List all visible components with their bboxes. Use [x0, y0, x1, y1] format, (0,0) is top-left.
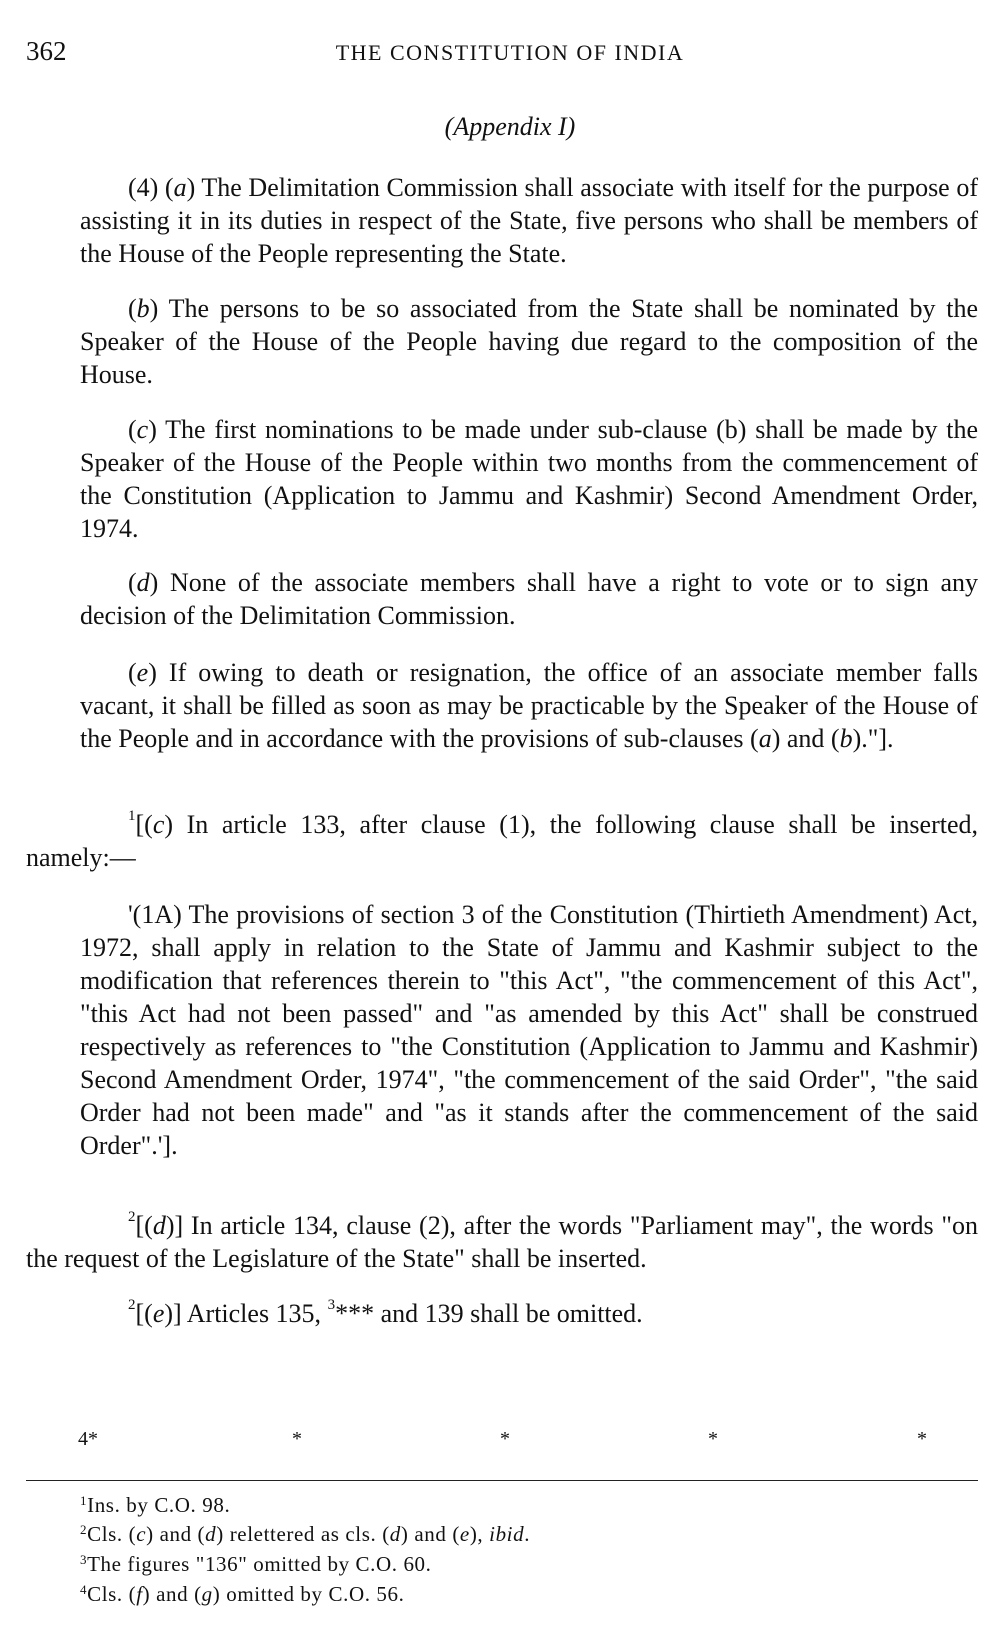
paragraph-4e: (e) If owing to death or resignation, the office of an associate member falls vacant, it shall be filled as soon as may be practicable by the Speaker of the House of the People and in accordance with the provisions of sub-clauses (a) and (b)."]. — [80, 658, 978, 753]
paragraph-d-article-134: $^2$[(d)] In article 134, clause (2), after the words "Parliament may", the words "on the request of the Legislature of the State" shall be inserted. — [26, 1209, 978, 1273]
paragraph-4c: (c) The first nominations to be made under sub-clause (b) shall be made by the Speaker of the House of the People within two months from the commencement of the Constitution (Application to Jammu and Kashmir) Second Amendment Order, 1974. — [80, 415, 978, 543]
omission-stars — [26, 1428, 978, 1452]
footnote-ref: 2 — [128, 1297, 136, 1313]
paragraph-4b: (b) The persons to be so associated from the State shall be nominated by the Speaker of the House of the People having due regard to the composition of the House. — [80, 294, 978, 389]
paragraph-1a: '(1A) The provisions of section 3 of the Constitution (Thirtieth Amendment) Act, 1972, shall apply in relation to the State of Jammu and Kashmir subject to the modification that references therein to "this Act", "the commencement of this Act", "this Act had not been passed" and "as amended by this Act" shall be construed respectively as references to "the Constitution (Application to Jammu and Kashmir) Second Amendment Order, 1974", "the commencement of the said Order", "the said Order had not been made" and "as it stands after the commencement of the said Order".']. — [80, 900, 978, 1160]
page-number: 362 — [26, 36, 67, 66]
star-2: * — [292, 1428, 302, 1450]
footnote-4: $^4$Cls. (f) and (g) omitted by C.O. 56. — [80, 1582, 405, 1606]
star-5: * — [917, 1428, 927, 1450]
footnote-ref: 3 — [327, 1297, 336, 1313]
appendix-label: (Appendix I) — [444, 112, 576, 141]
paragraph-c-article-133: $^1$[(c) In article 133, after clause (1), the following clause shall be inserted, namely:— — [26, 808, 978, 872]
paragraph-4d: (d) None of the associate members shall have a right to vote or to sign any decision of the Delimitation Commission. — [80, 568, 978, 630]
star-3: * — [500, 1428, 510, 1450]
footnote-1: $^1$Ins. by C.O. 98. — [80, 1493, 231, 1517]
star-4: * — [708, 1428, 718, 1450]
footnote-divider — [26, 1480, 978, 1481]
footnote-2: $^2$Cls. (c) and (d) relettered as cls. (d) and (e), ibid. — [80, 1522, 531, 1546]
star-1: 4* — [78, 1428, 98, 1450]
footnote-ref: 1 — [128, 808, 136, 824]
footnote-ref: 2 — [128, 1209, 136, 1225]
footnote-3: $^3$The figures "136" omitted by C.O. 60. — [80, 1552, 432, 1576]
running-head: THE CONSTITUTION OF INDIA — [335, 40, 685, 65]
paragraph-4a: (4) (a) The Delimitation Commission shall associate with itself for the purpose of assisting it in its duties in respect of the State, five persons who shall be members of the House of the People representing the State. — [80, 173, 978, 268]
paragraph-e-articles: $^2$[(e)] Articles 135, $^3$*** and 139 shall be omitted. — [128, 1297, 643, 1328]
